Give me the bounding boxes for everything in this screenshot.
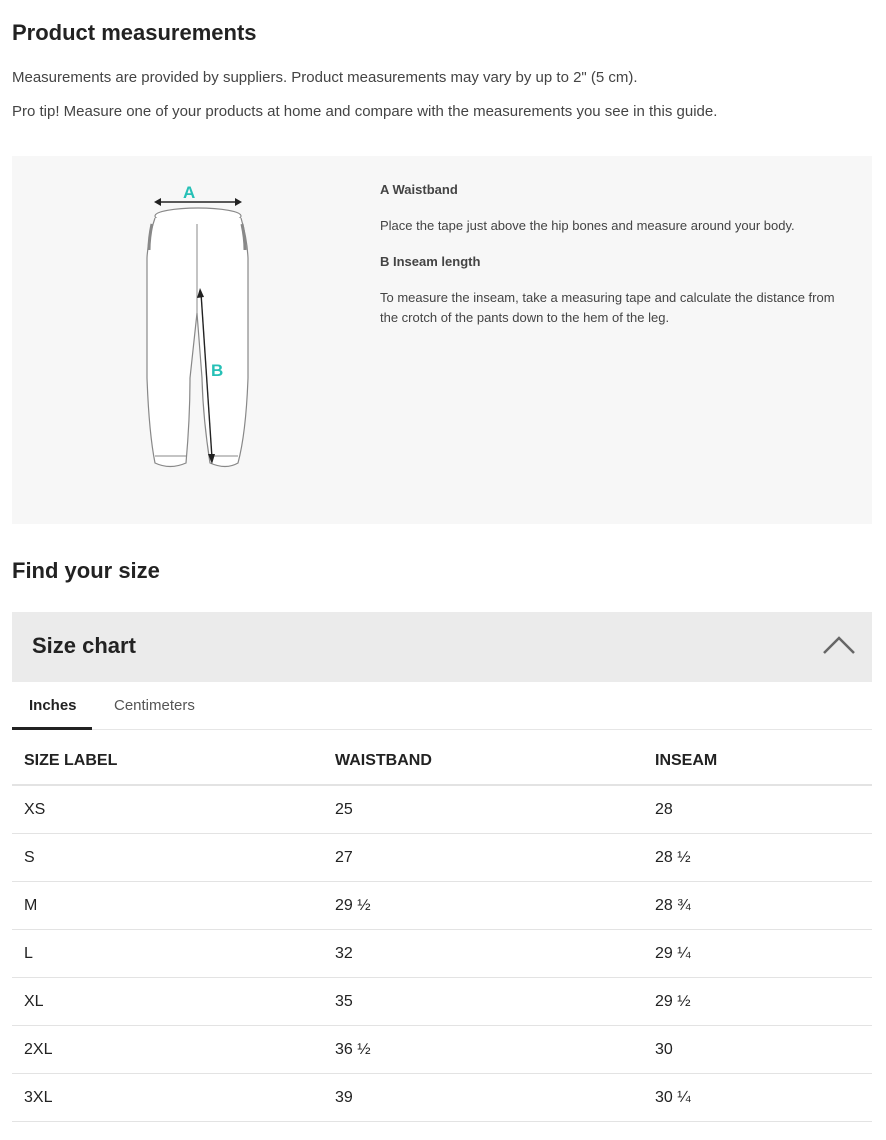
table-row — [12, 786, 872, 834]
table-row — [12, 1074, 872, 1122]
inseam-cell: 30 ¼ — [655, 1089, 691, 1106]
size-label-cell: XS — [24, 801, 46, 818]
waistband-cell: 39 — [335, 1089, 353, 1106]
size-table — [12, 730, 872, 1122]
inseam-cell: 28 — [655, 801, 673, 818]
inseam-cell: 29 ¼ — [655, 945, 691, 962]
waistband-cell: 29 ½ — [335, 897, 371, 914]
column-header-waistband: WAISTBAND — [335, 752, 432, 769]
inseam-description: To measure the inseam, take a measuring tape and calculate the distance from the crotch of the pants down to the hem of the leg. — [380, 290, 835, 325]
size-label-cell: XL — [24, 993, 44, 1010]
size-label-cell: S — [24, 849, 35, 866]
waistband-cell: 32 — [335, 945, 353, 962]
waistband-description: Place the tape just above the hip bones and measure around your body. — [380, 218, 795, 233]
pants-diagram — [140, 178, 260, 478]
table-row — [12, 930, 872, 978]
column-header-inseam: INSEAM — [655, 752, 718, 769]
column-header-size-label: SIZE LABEL — [24, 752, 118, 769]
size-chart-accordion-header[interactable] — [12, 612, 872, 682]
chevron-up-icon[interactable] — [822, 634, 856, 656]
waistband-cell: 35 — [335, 993, 353, 1010]
table-row — [12, 882, 872, 930]
inseam-cell: 28 ½ — [655, 849, 691, 866]
size-label-cell: L — [24, 945, 33, 962]
find-size-heading: Find your size — [12, 558, 160, 583]
size-label-cell: 2XL — [24, 1041, 53, 1058]
measurement-diagram-panel — [12, 156, 872, 524]
inseam-cell: 29 ½ — [655, 993, 691, 1010]
waistband-cell: 27 — [335, 849, 353, 866]
size-chart-title: Size chart — [32, 633, 136, 658]
inseam-title: B Inseam length — [380, 254, 481, 269]
label-b: B — [211, 361, 224, 380]
label-a: A — [183, 183, 196, 202]
inseam-cell: 28 ¾ — [655, 897, 691, 914]
inseam-cell: 30 — [655, 1041, 673, 1058]
table-row — [12, 834, 872, 882]
table-row — [12, 978, 872, 1026]
waistband-cell: 25 — [335, 801, 353, 818]
size-label-cell: M — [24, 897, 38, 914]
table-row — [12, 1026, 872, 1074]
waistband-cell: 36 ½ — [335, 1041, 371, 1058]
waistband-title: A Waistband — [380, 182, 458, 197]
table-header — [12, 730, 872, 786]
tab-centimeters[interactable]: Centimeters — [114, 697, 195, 714]
size-label-cell: 3XL — [24, 1089, 53, 1106]
page-title: Product measurements — [12, 20, 257, 45]
tab-inches[interactable]: Inches — [29, 697, 77, 714]
measurement-disclaimer: Measurements are provided by suppliers. Product measurements may vary by up to 2" (5 cm). — [12, 69, 638, 86]
pro-tip: Pro tip! Measure one of your products at home and compare with the measurements you see in this guide. — [12, 103, 718, 120]
unit-tabs — [12, 682, 872, 730]
